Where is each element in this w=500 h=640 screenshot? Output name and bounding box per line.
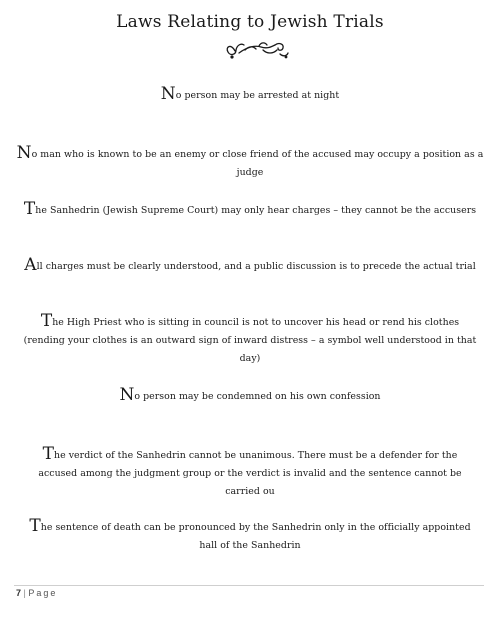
law-drop-capital: A [24,255,37,275]
law-6 [16,386,484,406]
law-drop-capital: T [29,516,41,536]
law-drop-capital: T [42,444,54,464]
page-title: Laws Relating to Jewish Trials [116,12,384,32]
law-2 [16,144,484,182]
law-drop-capital: N [119,385,135,405]
law-text: he Sanhedrin (Jewish Supreme Court) may only hear charges – they cannot be the accusers [35,205,477,216]
law-note: (rending your clothes is an outward sign of inward distress – a symbol well understood in that day) [23,335,477,364]
law-drop-capital: T [23,199,36,219]
footer-separator: | [21,588,29,598]
flourish-ornament-icon [223,37,293,61]
law-drop-capital: N [16,143,32,163]
footer-divider [14,585,484,586]
law-7 [26,445,474,501]
law-text: he High Priest who is sitting in council is not to uncover his head or rend his clothes [52,317,460,328]
law-3 [16,200,484,220]
law-text: he verdict of the Sanhedrin cannot be unanimous. There must be a defender for the accused among the judgment group or the verdict is invalid and the sentence cannot be carried ou [38,450,462,497]
law-5 [16,312,484,368]
law-text: o person may be condemned on his own confession [134,391,381,402]
law-drop-capital: T [40,311,53,331]
law-text: o person may be arrested at night [175,90,340,101]
law-drop-capital: N [160,84,176,104]
page-label: Page [28,588,58,598]
page-footer [16,588,57,598]
page-number: 7 [16,588,22,598]
law-8 [26,517,474,555]
law-text: ll charges must be clearly understood, and a public discussion is to precede the actual trial [36,261,476,272]
law-4 [16,256,484,276]
law-text: he sentence of death can be pronounced by the Sanhedrin only in the officially appointed hall of the Sanhedrin [40,522,471,551]
law-text: o man who is known to be an enemy or close friend of the accused may occupy a position as a judge [31,149,484,178]
law-1 [16,85,484,105]
